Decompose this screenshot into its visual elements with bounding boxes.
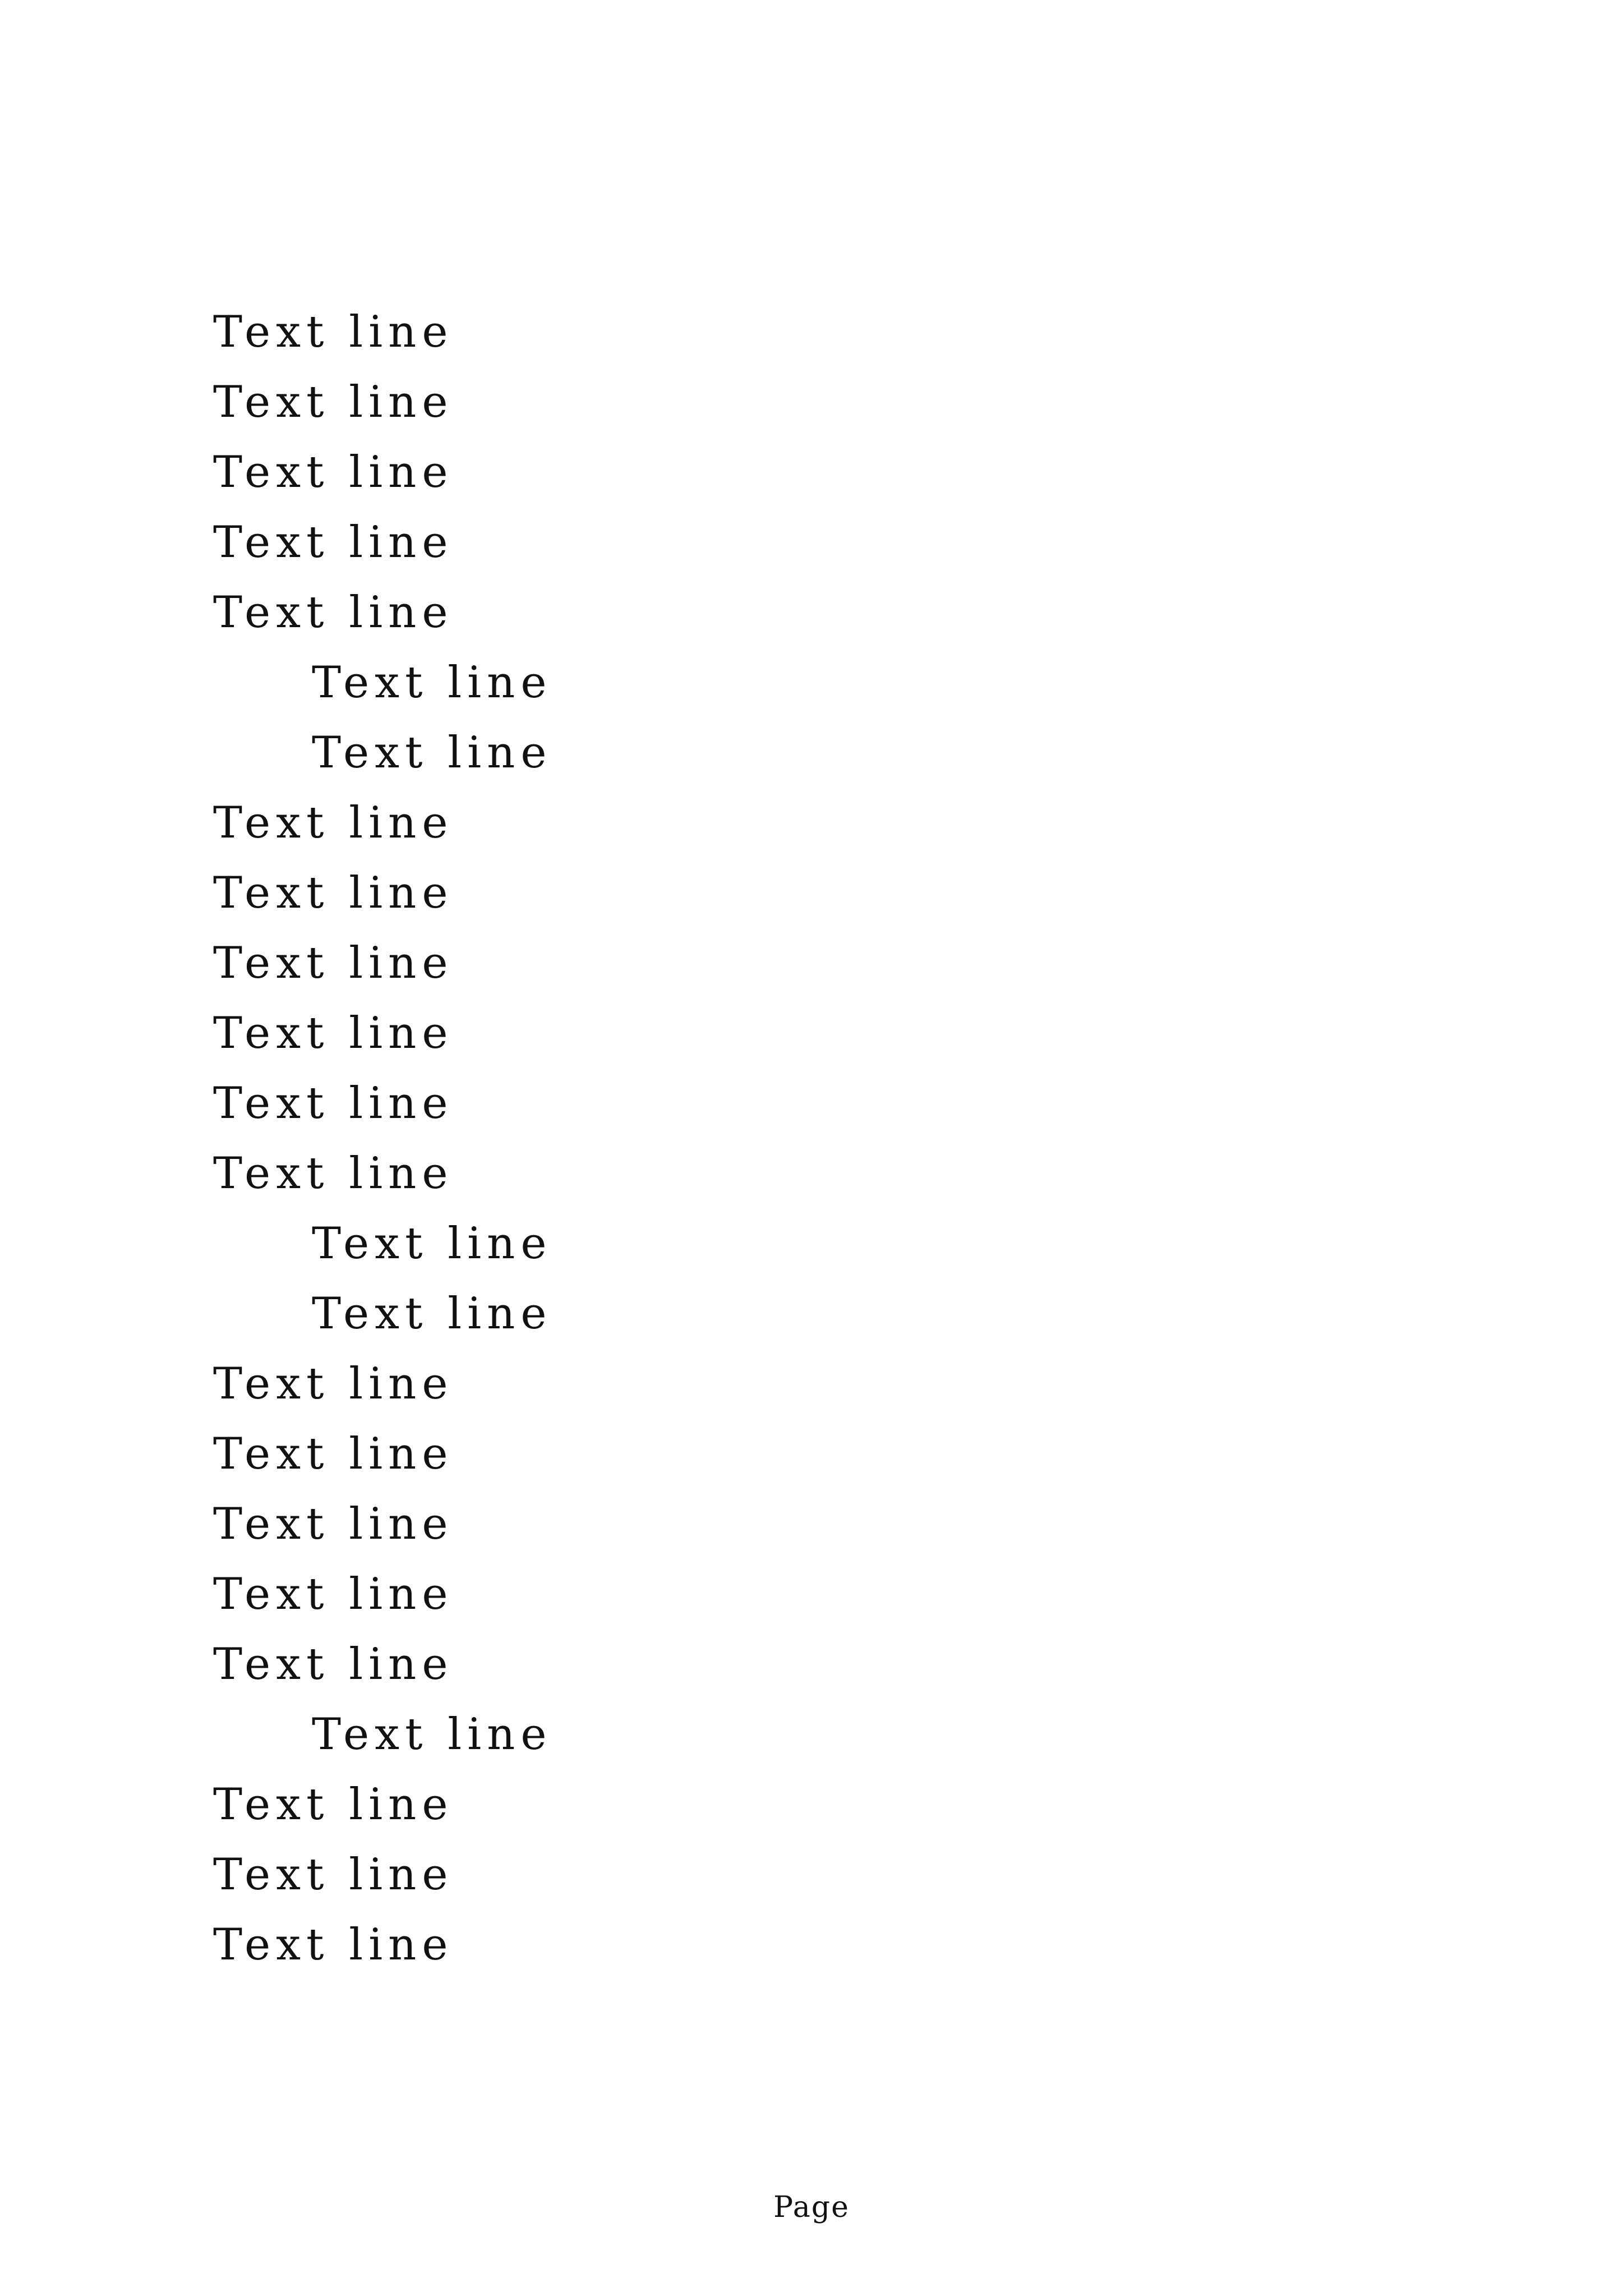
document-body: [213, 297, 1413, 1980]
text-line: Text line: [213, 868, 454, 918]
text-line: Text line: [213, 1920, 454, 1970]
text-line: Text line: [213, 1569, 454, 1619]
text-line: Text line: [213, 587, 454, 638]
text-line: Text line: [213, 1008, 454, 1059]
text-line: Text line: [213, 1849, 454, 1900]
text-line: Text line: [213, 517, 454, 568]
text-line: Text line: [213, 1359, 454, 1409]
text-line: Text line: [213, 1779, 454, 1830]
paragraph-first-line: Text line: [312, 1289, 552, 1339]
text-line: Text line: [213, 1148, 454, 1199]
paragraph-first-line: Text line: [312, 1709, 552, 1760]
page-number-footer: Page: [773, 2191, 850, 2224]
text-line: Text line: [213, 377, 454, 427]
text-line: Text line: [213, 1429, 454, 1479]
text-line: Text line: [213, 447, 454, 498]
text-line: Text line: [213, 1639, 454, 1690]
text-line: Text line: [213, 798, 454, 848]
text-line: Text line: [213, 1499, 454, 1549]
text-line: Text line: [213, 938, 454, 988]
paragraph-first-line: Text line: [312, 728, 552, 778]
section-heading: Text line: [312, 1218, 552, 1269]
text-line: Text line: [213, 1078, 454, 1129]
section-heading: Text line: [312, 657, 552, 708]
text-line: Text line: [213, 307, 454, 357]
